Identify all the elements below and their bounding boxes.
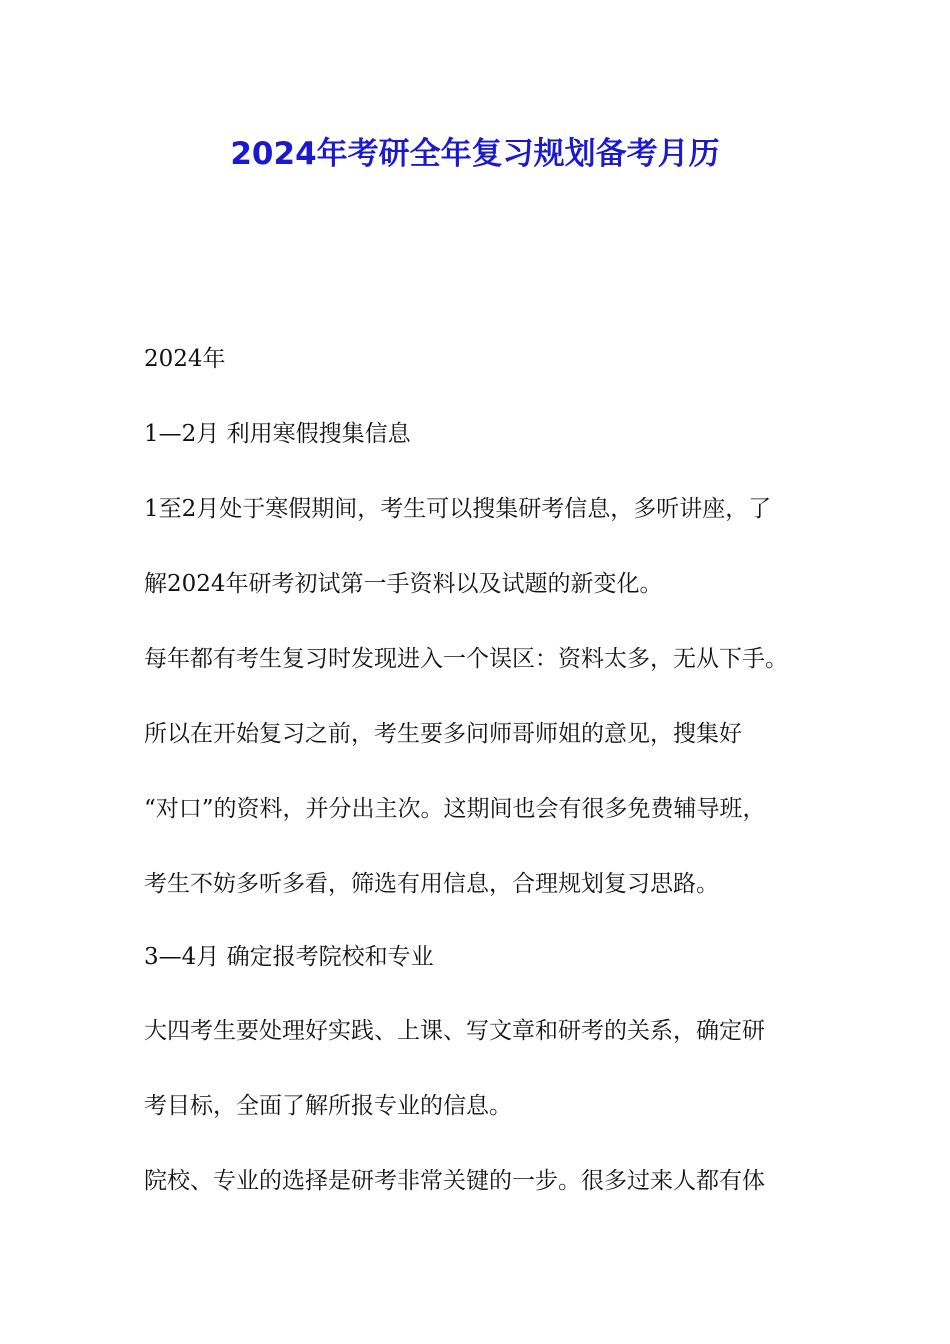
section-year-heading: 2024年 — [144, 346, 226, 372]
paragraph-line: “对口”的资料，并分出主次。这期间也会有很多免费辅导班， — [144, 796, 766, 822]
paragraph-line: 院校、专业的选择是研考非常关键的一步。很多过来人都有体 — [144, 1168, 765, 1194]
paragraph-line: 解2024年研考初试第一手资料以及试题的新变化。 — [144, 571, 663, 597]
paragraph-line: 1至2月处于寒假期间，考生可以搜集研考信息，多听讲座，了 — [144, 496, 772, 522]
document-title: 2024年考研全年复习规划备考月历 — [230, 136, 720, 172]
paragraph-line: 每年都有考生复习时发现进入一个误区：资料太多，无从下手。 — [144, 646, 788, 672]
section-heading-jan-feb: 1—2月 利用寒假搜集信息 — [144, 421, 411, 447]
paragraph-line: 考目标，全面了解所报专业的信息。 — [144, 1093, 512, 1119]
paragraph-line: 大四考生要处理好实践、上课、写文章和研考的关系，确定研 — [144, 1018, 765, 1044]
paragraph-line: 所以在开始复习之前，考生要多问师哥师姐的意见，搜集好 — [144, 721, 742, 747]
section-heading-mar-apr: 3—4月 确定报考院校和专业 — [144, 944, 434, 970]
paragraph-line: 考生不妨多听多看，筛选有用信息，合理规划复习思路。 — [144, 871, 719, 897]
